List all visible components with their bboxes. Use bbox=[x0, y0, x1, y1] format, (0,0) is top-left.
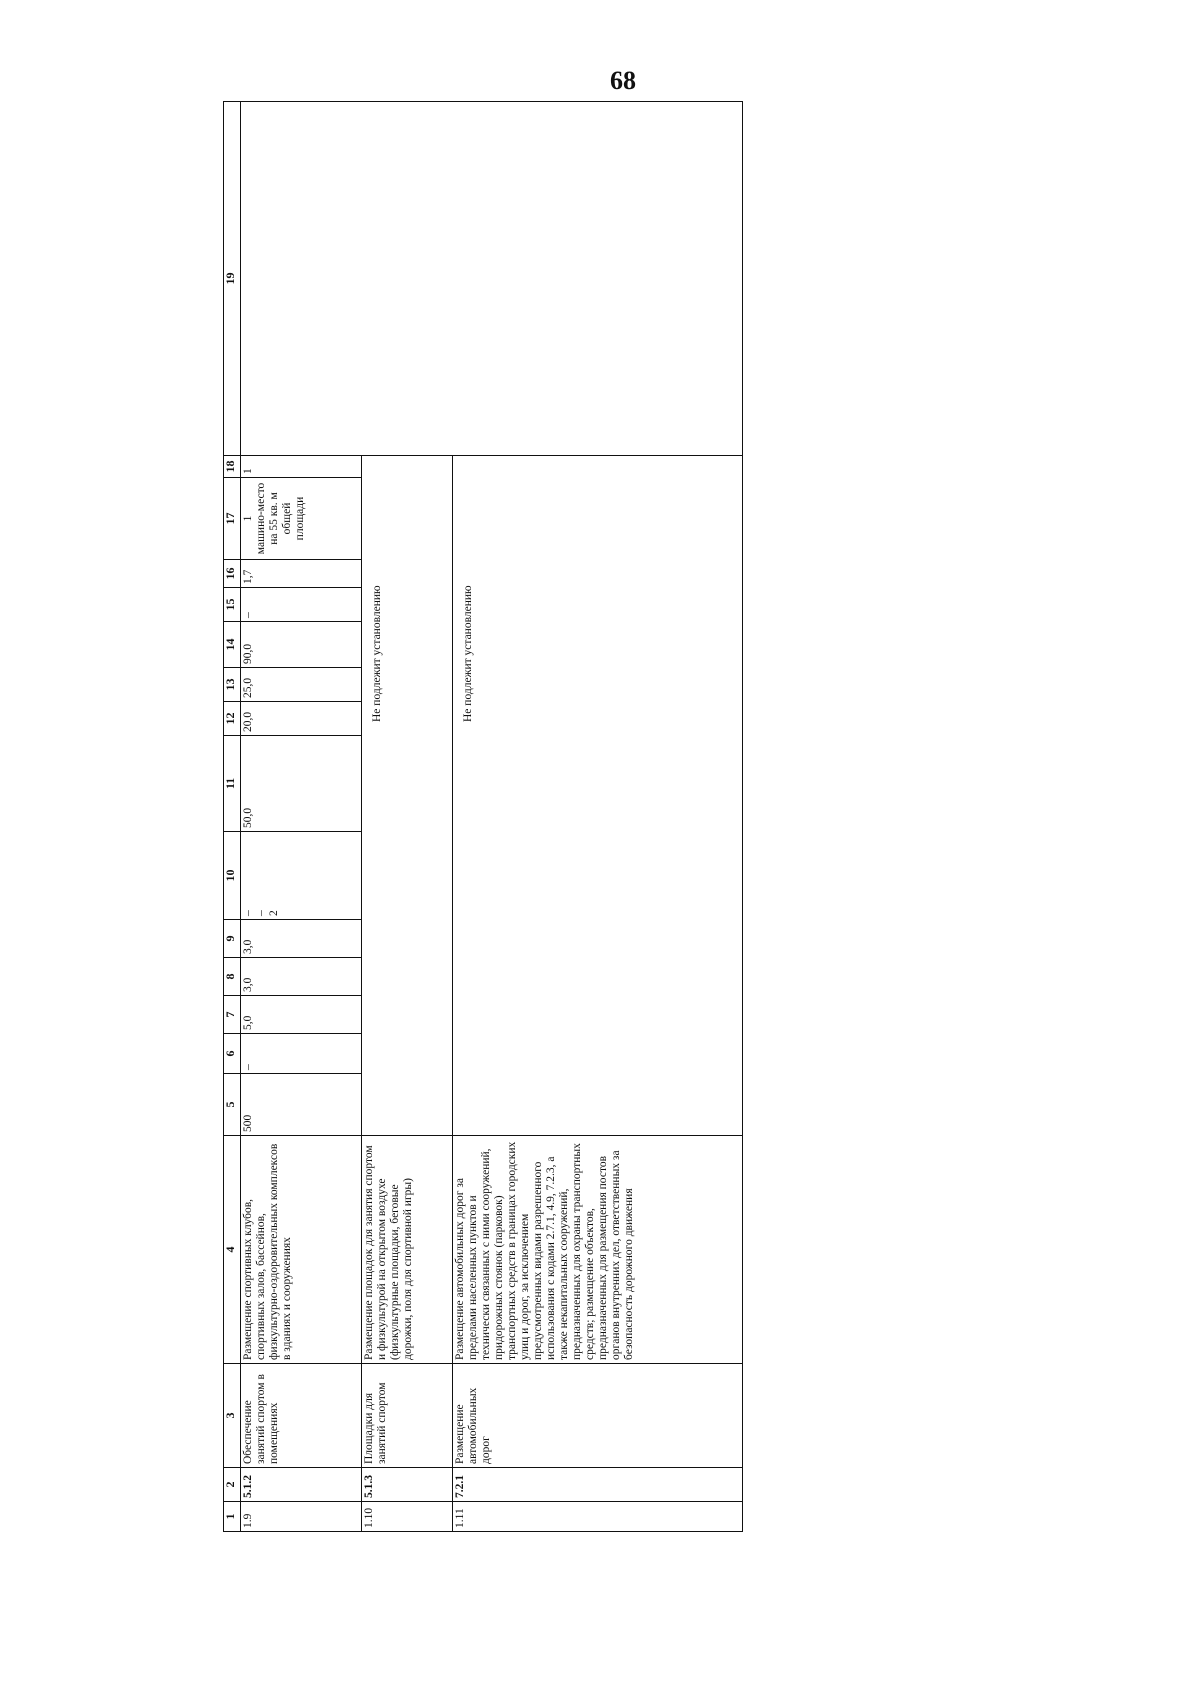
header-cell: 17 bbox=[224, 478, 241, 560]
row-number: 1.9 bbox=[241, 1502, 362, 1532]
cell-value: 20,0 bbox=[241, 702, 362, 736]
header-cell: 11 bbox=[224, 736, 241, 832]
merged-note bbox=[362, 456, 453, 1136]
not-applicable-text: Не подлежит установлению bbox=[462, 585, 474, 722]
use-code: 5.1.3 bbox=[362, 1468, 453, 1502]
cell-value: – bbox=[255, 910, 267, 916]
use-code: 7.2.1 bbox=[453, 1468, 743, 1502]
use-name: Размещение автомобильных дорог bbox=[453, 1364, 743, 1468]
parking-norm: машино-место на 55 кв. м общей площади bbox=[255, 482, 306, 555]
table-row bbox=[241, 102, 362, 1532]
cell-value: 5,0 bbox=[241, 996, 362, 1034]
cell-value: – bbox=[241, 1034, 362, 1074]
header-row bbox=[224, 102, 241, 1532]
header-cell: 3 bbox=[224, 1364, 241, 1468]
use-code: 5.1.2 bbox=[241, 1468, 362, 1502]
header-cell: 5 bbox=[224, 1074, 241, 1136]
cell-value: 2 bbox=[268, 910, 280, 916]
header-cell: 13 bbox=[224, 668, 241, 702]
cell-value: 500 bbox=[241, 1074, 362, 1136]
not-applicable-text: Не подлежит установлению bbox=[371, 585, 383, 722]
header-cell: 18 bbox=[224, 456, 241, 478]
cell-value-stack bbox=[241, 832, 362, 920]
header-cell: 12 bbox=[224, 702, 241, 736]
cell-value bbox=[241, 102, 743, 456]
header-cell: 2 bbox=[224, 1468, 241, 1502]
header-cell: 7 bbox=[224, 996, 241, 1034]
cell-value: 3,0 bbox=[241, 920, 362, 958]
cell-value: 90,0 bbox=[241, 622, 362, 668]
header-cell: 19 bbox=[224, 102, 241, 456]
header-cell: 16 bbox=[224, 560, 241, 588]
cell-value: – bbox=[242, 910, 254, 916]
header-cell: 1 bbox=[224, 1502, 241, 1532]
zoning-table bbox=[223, 101, 743, 1532]
header-cell: 10 bbox=[224, 832, 241, 920]
cell-value: 3,0 bbox=[241, 958, 362, 996]
merged-note bbox=[453, 456, 743, 1136]
header-cell: 15 bbox=[224, 588, 241, 622]
use-description: Размещение площадок для занятия спортом и физкультурой на открытом воздухе (физкультурные площадки, беговые дорожки, поля для спортивной игры) bbox=[362, 1136, 453, 1364]
table-frame bbox=[223, 136, 743, 1532]
use-description: Размещение спортивных клубов, спортивных залов, бассейнов, физкультурно-оздоровительных комплексов в зданиях и сооружениях bbox=[241, 1136, 362, 1364]
header-cell: 9 bbox=[224, 920, 241, 958]
use-name: Площадки для занятий спортом bbox=[362, 1364, 453, 1468]
use-name: Обеспечение занятий спортом в помещениях bbox=[241, 1364, 362, 1468]
cell-value: – bbox=[241, 588, 362, 622]
cell-value: 1 bbox=[242, 515, 254, 522]
cell-value: 50,0 bbox=[241, 736, 362, 832]
cell-value: 1,7 bbox=[241, 560, 362, 588]
cell-value-stack bbox=[241, 478, 362, 560]
row-number: 1.10 bbox=[362, 1502, 453, 1532]
header-cell: 8 bbox=[224, 958, 241, 996]
cell-value: 1 bbox=[241, 456, 362, 478]
header-cell: 14 bbox=[224, 622, 241, 668]
use-description: Размещение автомобильных дорог за пределами населенных пунктов и технически связанных с ними сооружений, придорожных стоянок (парковок) транспортных средств в границах городских улиц и дорог, за исключением предусмотренных видами разрешенного использования с кодами 2.7.1, 4.9, 7.2.3, а также некапитальных сооружений, предназначенных для охраны транспортных средств; размещение объектов, предназначенных для размещения постов органов внутренних дел, ответственных за безопасность дорожного движения bbox=[453, 1136, 743, 1364]
row-number: 1.11 bbox=[453, 1502, 743, 1532]
rotated-table bbox=[223, 136, 743, 1532]
cell-value: 25,0 bbox=[241, 668, 362, 702]
header-cell: 4 bbox=[224, 1136, 241, 1364]
page-number: 68 bbox=[610, 66, 636, 95]
header-cell: 6 bbox=[224, 1034, 241, 1074]
